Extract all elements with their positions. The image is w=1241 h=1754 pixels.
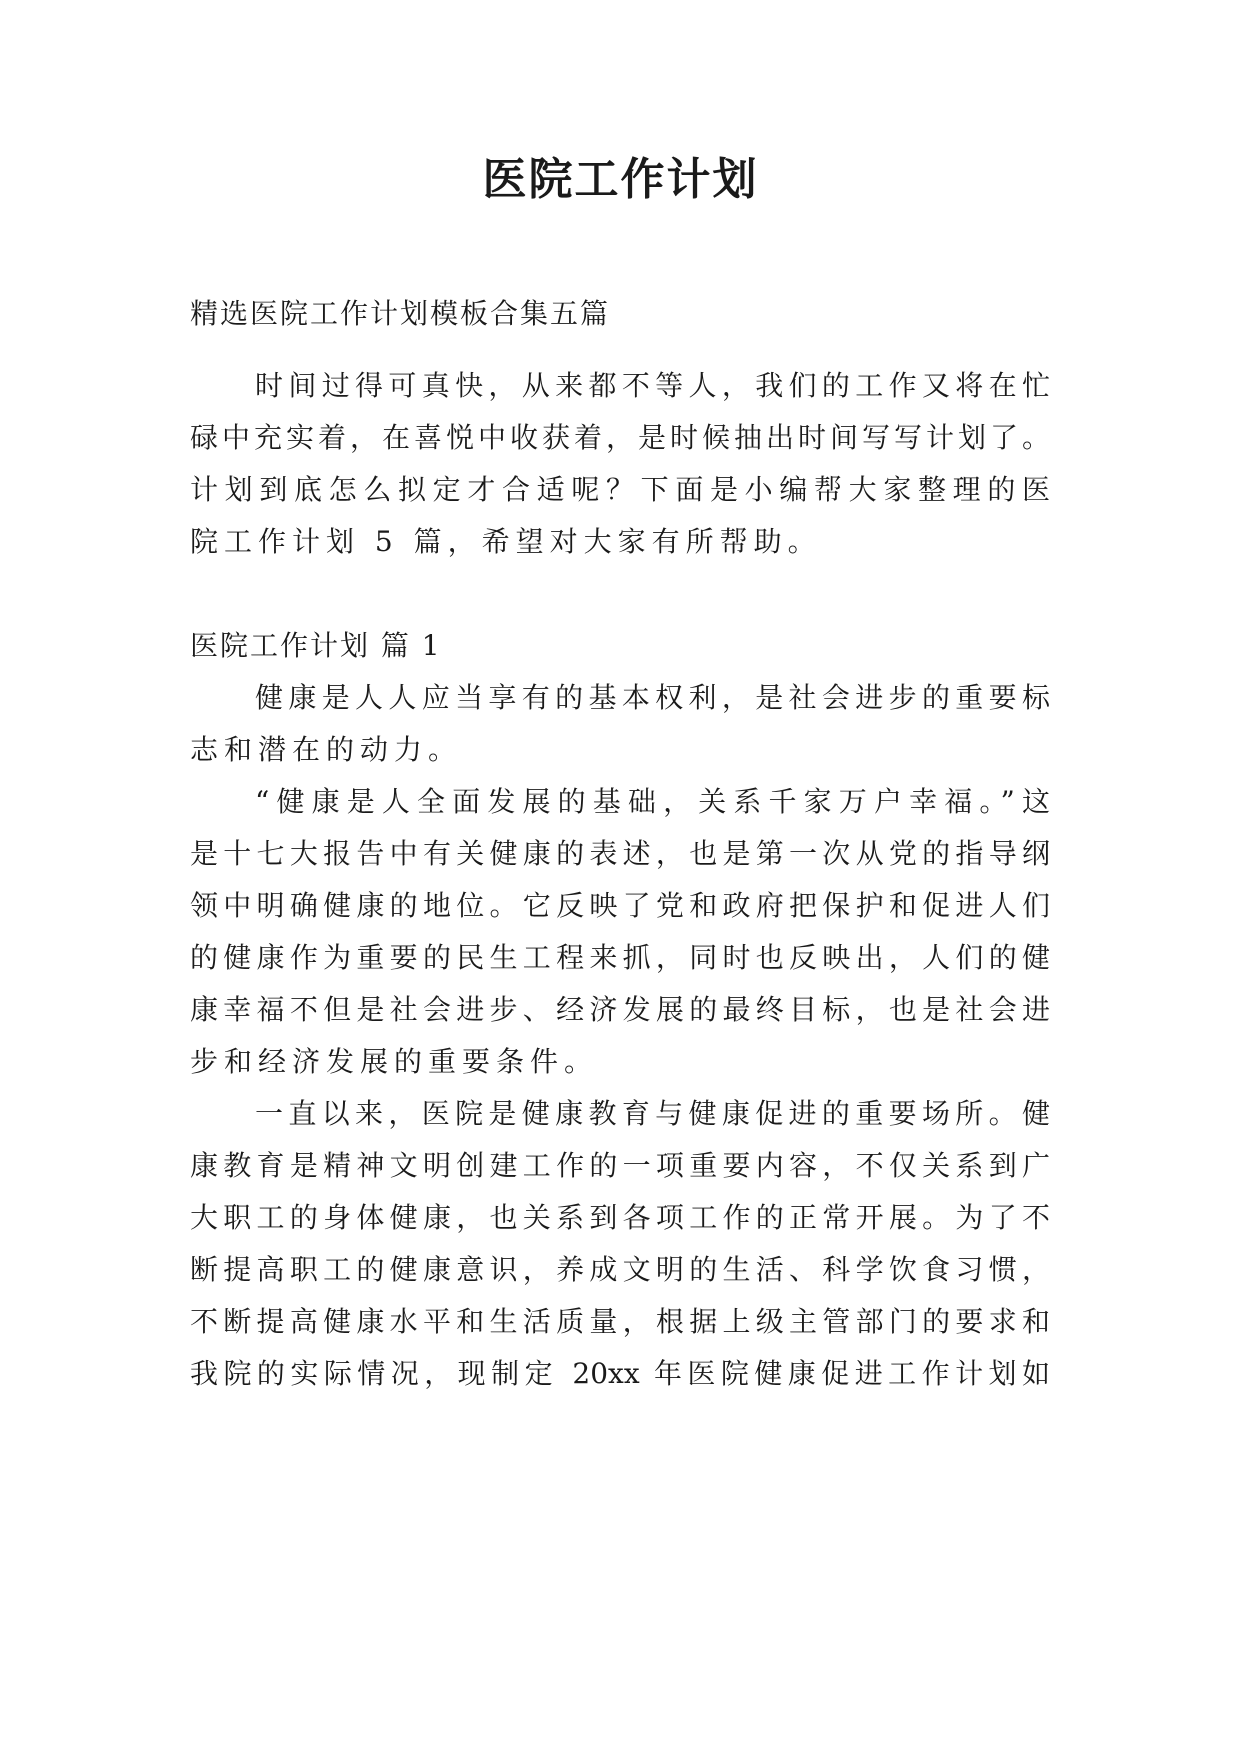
document-title: 医院工作计划 <box>482 154 759 205</box>
intro-line: 计划到底怎么拟定才合适呢？下面是小编帮大家整理的医 <box>190 473 1050 506</box>
intro-line: 时间过得可真快，从来都不等人，我们的工作又将在忙 <box>255 369 1050 402</box>
body-line: 大职工的身体健康，也关系到各项工作的正常开展。为了不 <box>190 1201 1050 1234</box>
body-line: 是十七大报告中有关健康的表述，也是第一次从党的指导纲 <box>190 837 1050 870</box>
intro-line: 碌中充实着，在喜悦中收获着，是时候抽出时间写写计划了。 <box>190 421 1050 454</box>
body-line: 不断提高健康水平和生活质量，根据上级主管部门的要求和 <box>190 1305 1050 1338</box>
body-line: 我院的实际情况，现制定 20xx 年医院健康促进工作计划如 <box>190 1357 1050 1390</box>
body-line: 一直以来，医院是健康教育与健康促进的重要场所。健 <box>255 1097 1050 1130</box>
body-line: 的健康作为重要的民生工程来抓，同时也反映出，人们的健 <box>190 941 1050 974</box>
body-line: 步和经济发展的重要条件。 <box>190 1045 599 1078</box>
body-line: 康幸福不但是社会进步、经济发展的最终目标，也是社会进 <box>190 993 1050 1026</box>
body-line: 康教育是精神文明创建工作的一项重要内容，不仅关系到广 <box>190 1149 1050 1182</box>
body-line: 领中明确健康的地位。它反映了党和政府把保护和促进人们 <box>190 889 1050 922</box>
section-heading: 医院工作计划 篇 1 <box>190 629 442 662</box>
intro-line: 院工作计划 5 篇，希望对大家有所帮助。 <box>190 525 822 558</box>
body-line: 健康是人人应当享有的基本权利，是社会进步的重要标 <box>255 681 1050 714</box>
body-line: “健康是人全面发展的基础，关系千家万户幸福。”这 <box>255 785 1050 818</box>
body-line: 断提高职工的健康意识，养成文明的生活、科学饮食习惯， <box>190 1253 1050 1286</box>
body-line: 志和潜在的动力。 <box>190 733 463 766</box>
document-subtitle: 精选医院工作计划模板合集五篇 <box>190 297 611 330</box>
